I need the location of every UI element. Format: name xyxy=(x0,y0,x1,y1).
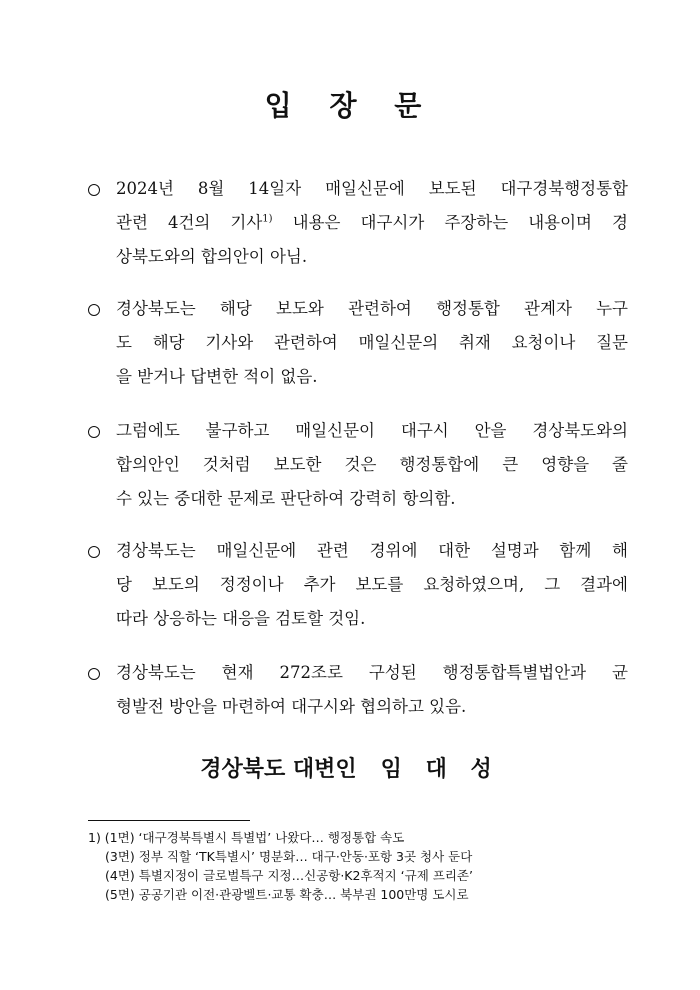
bullet-circle-icon xyxy=(88,668,100,680)
signature-name: 임 대 성 xyxy=(380,757,500,782)
paragraph-line: 을 받거나 답변한 적이 없음. xyxy=(116,367,318,386)
document-title: 입 장 문 xyxy=(264,89,436,122)
paragraph-line: 수 있는 중대한 문제로 판단하여 강력히 항의함. xyxy=(116,489,456,508)
paragraph-line xyxy=(116,206,628,240)
paragraph-3 xyxy=(88,414,628,516)
paragraph-line: 그럼에도 불구하고 매일신문이 대구시 안을 경상북도와의 xyxy=(116,421,628,440)
paragraph-line: 경상북도는 매일신문에 관련 경위에 대한 설명과 함께 해 xyxy=(116,541,628,560)
paragraph-line: 형발전 방안을 마련하여 대구시와 협의하고 있음. xyxy=(116,697,467,716)
paragraph-line: 합의안인 것처럼 보도한 것은 행정통합에 큰 영향을 줄 xyxy=(116,455,628,474)
bullet-circle-icon xyxy=(88,184,100,196)
footnote-line: (4면) 특별지정이 글로벌특구 지정…신공항·K2후적지 ‘규제 프리존’ xyxy=(105,868,473,883)
paragraph-line: 도 해당 기사와 관련하여 매일신문의 취재 요청이나 질문 xyxy=(116,333,628,352)
footnote-divider xyxy=(88,820,250,821)
signature xyxy=(0,752,700,783)
paragraph-text: 관련 4건의 기사 xyxy=(116,213,263,232)
paragraph-line: 2024년 8월 14일자 매일신문에 보도된 대구경북행정통합 xyxy=(116,179,628,198)
footnote-ref: 1) xyxy=(262,213,273,225)
bullet-circle-icon xyxy=(88,426,100,438)
footnote-line: (5면) 공공기관 이전·관광벨트·교통 확충… 북부권 100만명 도시로 xyxy=(105,887,469,902)
paragraph-4 xyxy=(88,534,628,636)
paragraph-text: 내용은 대구시가 주장하는 내용이며 경 xyxy=(272,213,628,232)
footnotes xyxy=(88,828,648,904)
paragraph-line: 따라 상응하는 대응을 검토할 것임. xyxy=(116,609,366,628)
bullet-circle-icon xyxy=(88,304,100,316)
paragraph-1 xyxy=(88,172,628,274)
paragraph-line: 상북도와의 합의안이 아님. xyxy=(116,247,308,266)
footnote-line: 1) (1면) ‘대구경북특별시 특별법’ 나왔다… 행정통합 속도 xyxy=(88,830,405,845)
paragraph-line: 경상북도는 현재 272조로 구성된 행정통합특별법안과 균 xyxy=(116,663,628,682)
paragraph-5 xyxy=(88,656,628,724)
footnote-line: (3면) 정부 직할 ‘TK특별시’ 명분화… 대구·안동·포항 3곳 청사 둔다 xyxy=(105,849,473,864)
signature-title: 경상북도 대변인 xyxy=(200,757,357,782)
paragraph-line: 경상북도는 해당 보도와 관련하여 행정통합 관계자 누구 xyxy=(116,299,628,318)
bullet-circle-icon xyxy=(88,546,100,558)
paragraph-2 xyxy=(88,292,628,394)
paragraph-line: 당 보도의 정정이나 추가 보도를 요청하였으며, 그 결과에 xyxy=(116,575,628,594)
